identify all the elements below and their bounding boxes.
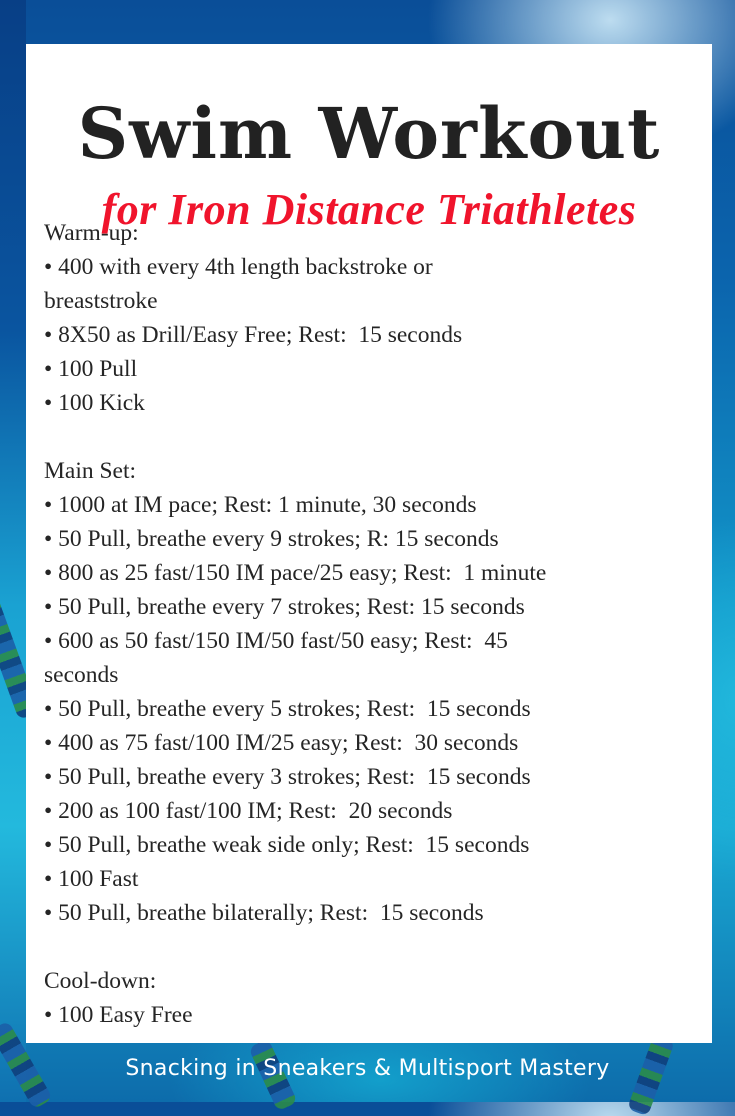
workout-body xyxy=(44,216,694,1032)
list-item: • 50 Pull, breathe every 5 strokes; Rest: 15 seconds xyxy=(44,692,694,726)
list-item: • 50 Pull, breathe every 3 strokes; Rest: 15 seconds xyxy=(44,760,694,794)
spacer xyxy=(44,930,694,964)
background-water-left xyxy=(0,0,26,1102)
list-item: • 50 Pull, breathe weak side only; Rest: 15 seconds xyxy=(44,828,694,862)
page-title: Swim Workout xyxy=(77,92,661,175)
list-item: • 800 as 25 fast/150 IM pace/25 easy; Rest: 1 minute xyxy=(44,556,694,590)
list-item: • 50 Pull, breathe bilaterally; Rest: 15 seconds xyxy=(44,896,694,930)
list-item: • 400 as 75 fast/100 IM/25 easy; Rest: 30 seconds xyxy=(44,726,694,760)
section-heading-cooldown: Cool-down: xyxy=(44,968,157,994)
list-item: • 100 Fast xyxy=(44,862,694,896)
list-item-continuation: seconds xyxy=(44,662,119,688)
list-item: • 200 as 100 fast/100 IM; Rest: 20 seconds xyxy=(44,794,694,828)
list-item: • 400 with every 4th length backstroke or xyxy=(44,250,694,284)
list-item: • 1000 at IM pace; Rest: 1 minute, 30 seconds xyxy=(44,488,694,522)
section-heading-warmup: Warm-up: xyxy=(44,220,139,246)
list-item: • 100 Pull xyxy=(44,352,694,386)
page-subtitle: for Iron Distance Triathletes xyxy=(101,185,637,234)
list-item: • 100 Easy Free xyxy=(44,998,694,1032)
list-item-continuation: breaststroke xyxy=(44,288,158,314)
list-item: • 100 Kick xyxy=(44,386,694,420)
list-item: • 600 as 50 fast/150 IM/50 fast/50 easy; Rest: 45 xyxy=(44,624,694,658)
workout-card xyxy=(26,44,712,1043)
spacer xyxy=(44,420,694,454)
list-item: • 50 Pull, breathe every 7 strokes; Rest: 15 seconds xyxy=(44,590,694,624)
section-heading-main-set: Main Set: xyxy=(44,458,137,484)
list-item: • 50 Pull, breathe every 9 strokes; R: 15 seconds xyxy=(44,522,694,556)
list-item: • 8X50 as Drill/Easy Free; Rest: 15 seconds xyxy=(44,318,694,352)
footer-credit: Snacking in Sneakers & Multisport Mastery xyxy=(125,1056,610,1081)
